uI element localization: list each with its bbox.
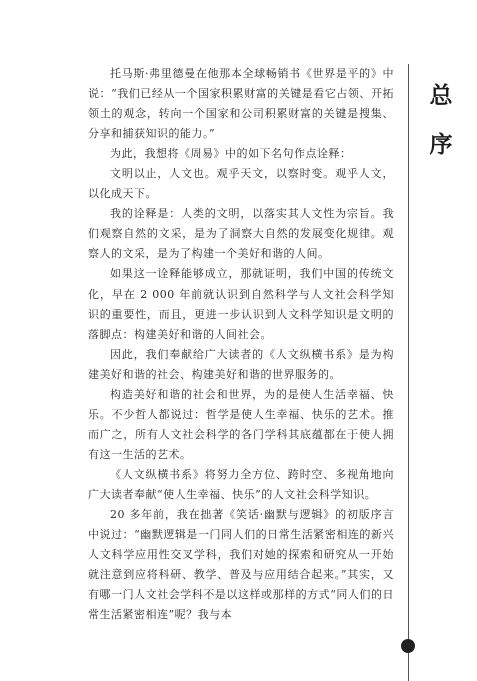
paragraph-9: 20 多年前，我在拙著《笑话·幽默与逻辑》的初版序言中说过：“幽默逻辑是一门同人们的日常生活紧密相连的新兴人文科学应用性交叉学科，我们对她的探索和研究从一开始就注意到应将科研、教学、普及与应用结合起来。”其实，又有哪一门人文社会学科不是以这样或那样的方式“同人们的日常生活紧密相连”呢？我与本 xyxy=(88,508,394,622)
paragraph-1: 托马斯·弗里德曼在他那本全球畅销书《世界是平的》中说：“我们已经从一个国家积累财富的关键是看它占领、开拓领土的观念，转向一个国家和公司积累财富的关键是搜集、分享和捕获知识的能力。” xyxy=(88,67,394,141)
paragraph-2: 为此，我想将《周易》中的如下名句作点诠释： xyxy=(110,147,352,161)
paragraph-5: 如果这一诠释能够成立，那就证明，我们中国的传统文化，早在 2 000 年前就认识到自然科学与人文社会科学知识的重要性，而且，更进一步认识到人文科学知识是文明的落脚点：构建美好和谐的人间社会。 xyxy=(88,267,394,341)
paragraph-8: 《人文纵横书系》将努力全方位、跨时空、多视角地向广大读者奉献“使人生幸福、快乐”的人文社会科学知识。 xyxy=(88,467,394,501)
paragraph-7: 构造美好和谐的社会和世界，为的是使人生活幸福、快乐。不少哲人都说过：哲学是使人生幸福、快乐的艺术。推而广之，所有人文社会科学的各门学科其底蕴都在于使人拥有这一生活的艺术。 xyxy=(88,387,394,461)
heading-char-xu: 序 xyxy=(429,131,453,158)
bullet-dot xyxy=(401,639,415,653)
paragraph-4: 我的诠释是：人类的文明，以落实其人文性为宗旨。我们观察自然的文采，是为了洞察大自然的发展变化规律。观察人的文采，是为了构建一个美好和谐的人间。 xyxy=(88,207,394,261)
paragraph-3-quote: 文明以止，人文也。观乎天文，以察时变。观乎人文，以化成天下。 xyxy=(88,167,394,201)
heading-char-zong: 总 xyxy=(429,82,453,109)
paragraph-6: 因此，我们奉献给广大读者的《人文纵横书系》是为构建美好和谐的社会、构建美好和谐的世界服务的。 xyxy=(88,347,394,381)
vertical-divider xyxy=(408,64,409,681)
preface-body xyxy=(88,64,394,625)
